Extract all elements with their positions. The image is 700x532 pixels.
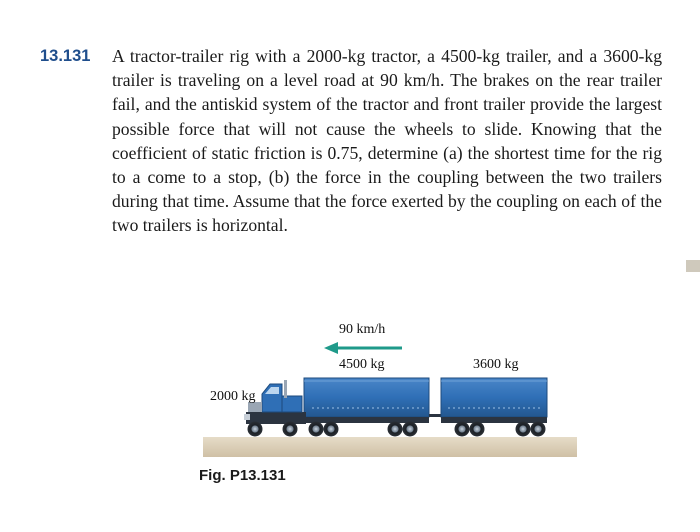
rear-trailer: [441, 378, 547, 423]
front-trailer-mass-label: 4500 kg: [339, 357, 385, 372]
front-trailer: [304, 378, 441, 423]
wheels: [248, 422, 546, 437]
rear-trailer-mass-label: 3600 kg: [473, 357, 519, 372]
problem-text: A tractor-trailer rig with a 2000-kg tractor, a 4500-kg trailer, and a 3600-kg trailer is traveling on a level road at 90 km/h. The brakes on the rear trailer fail, and the antiskid system of the tractor and front trailer provide the largest possible force that will not cause the wheels to slide. Knowing that the coefficient of static friction is 0.75, determine (a) the shortest time for the rig to a come to a stop, (b) the force in the coupling between the two trailers during that time. Assume that the force exerted by the coupling on each of the two trailers is horizontal.: [112, 46, 662, 236]
tractor-mass-label: 2000 kg: [210, 389, 256, 404]
figure-caption: Fig. P13.131: [199, 467, 286, 484]
velocity-label: 90 km/h: [339, 322, 386, 337]
problem-number: 13.131: [40, 47, 91, 65]
velocity-arrow: [324, 342, 402, 354]
road: [203, 437, 577, 457]
